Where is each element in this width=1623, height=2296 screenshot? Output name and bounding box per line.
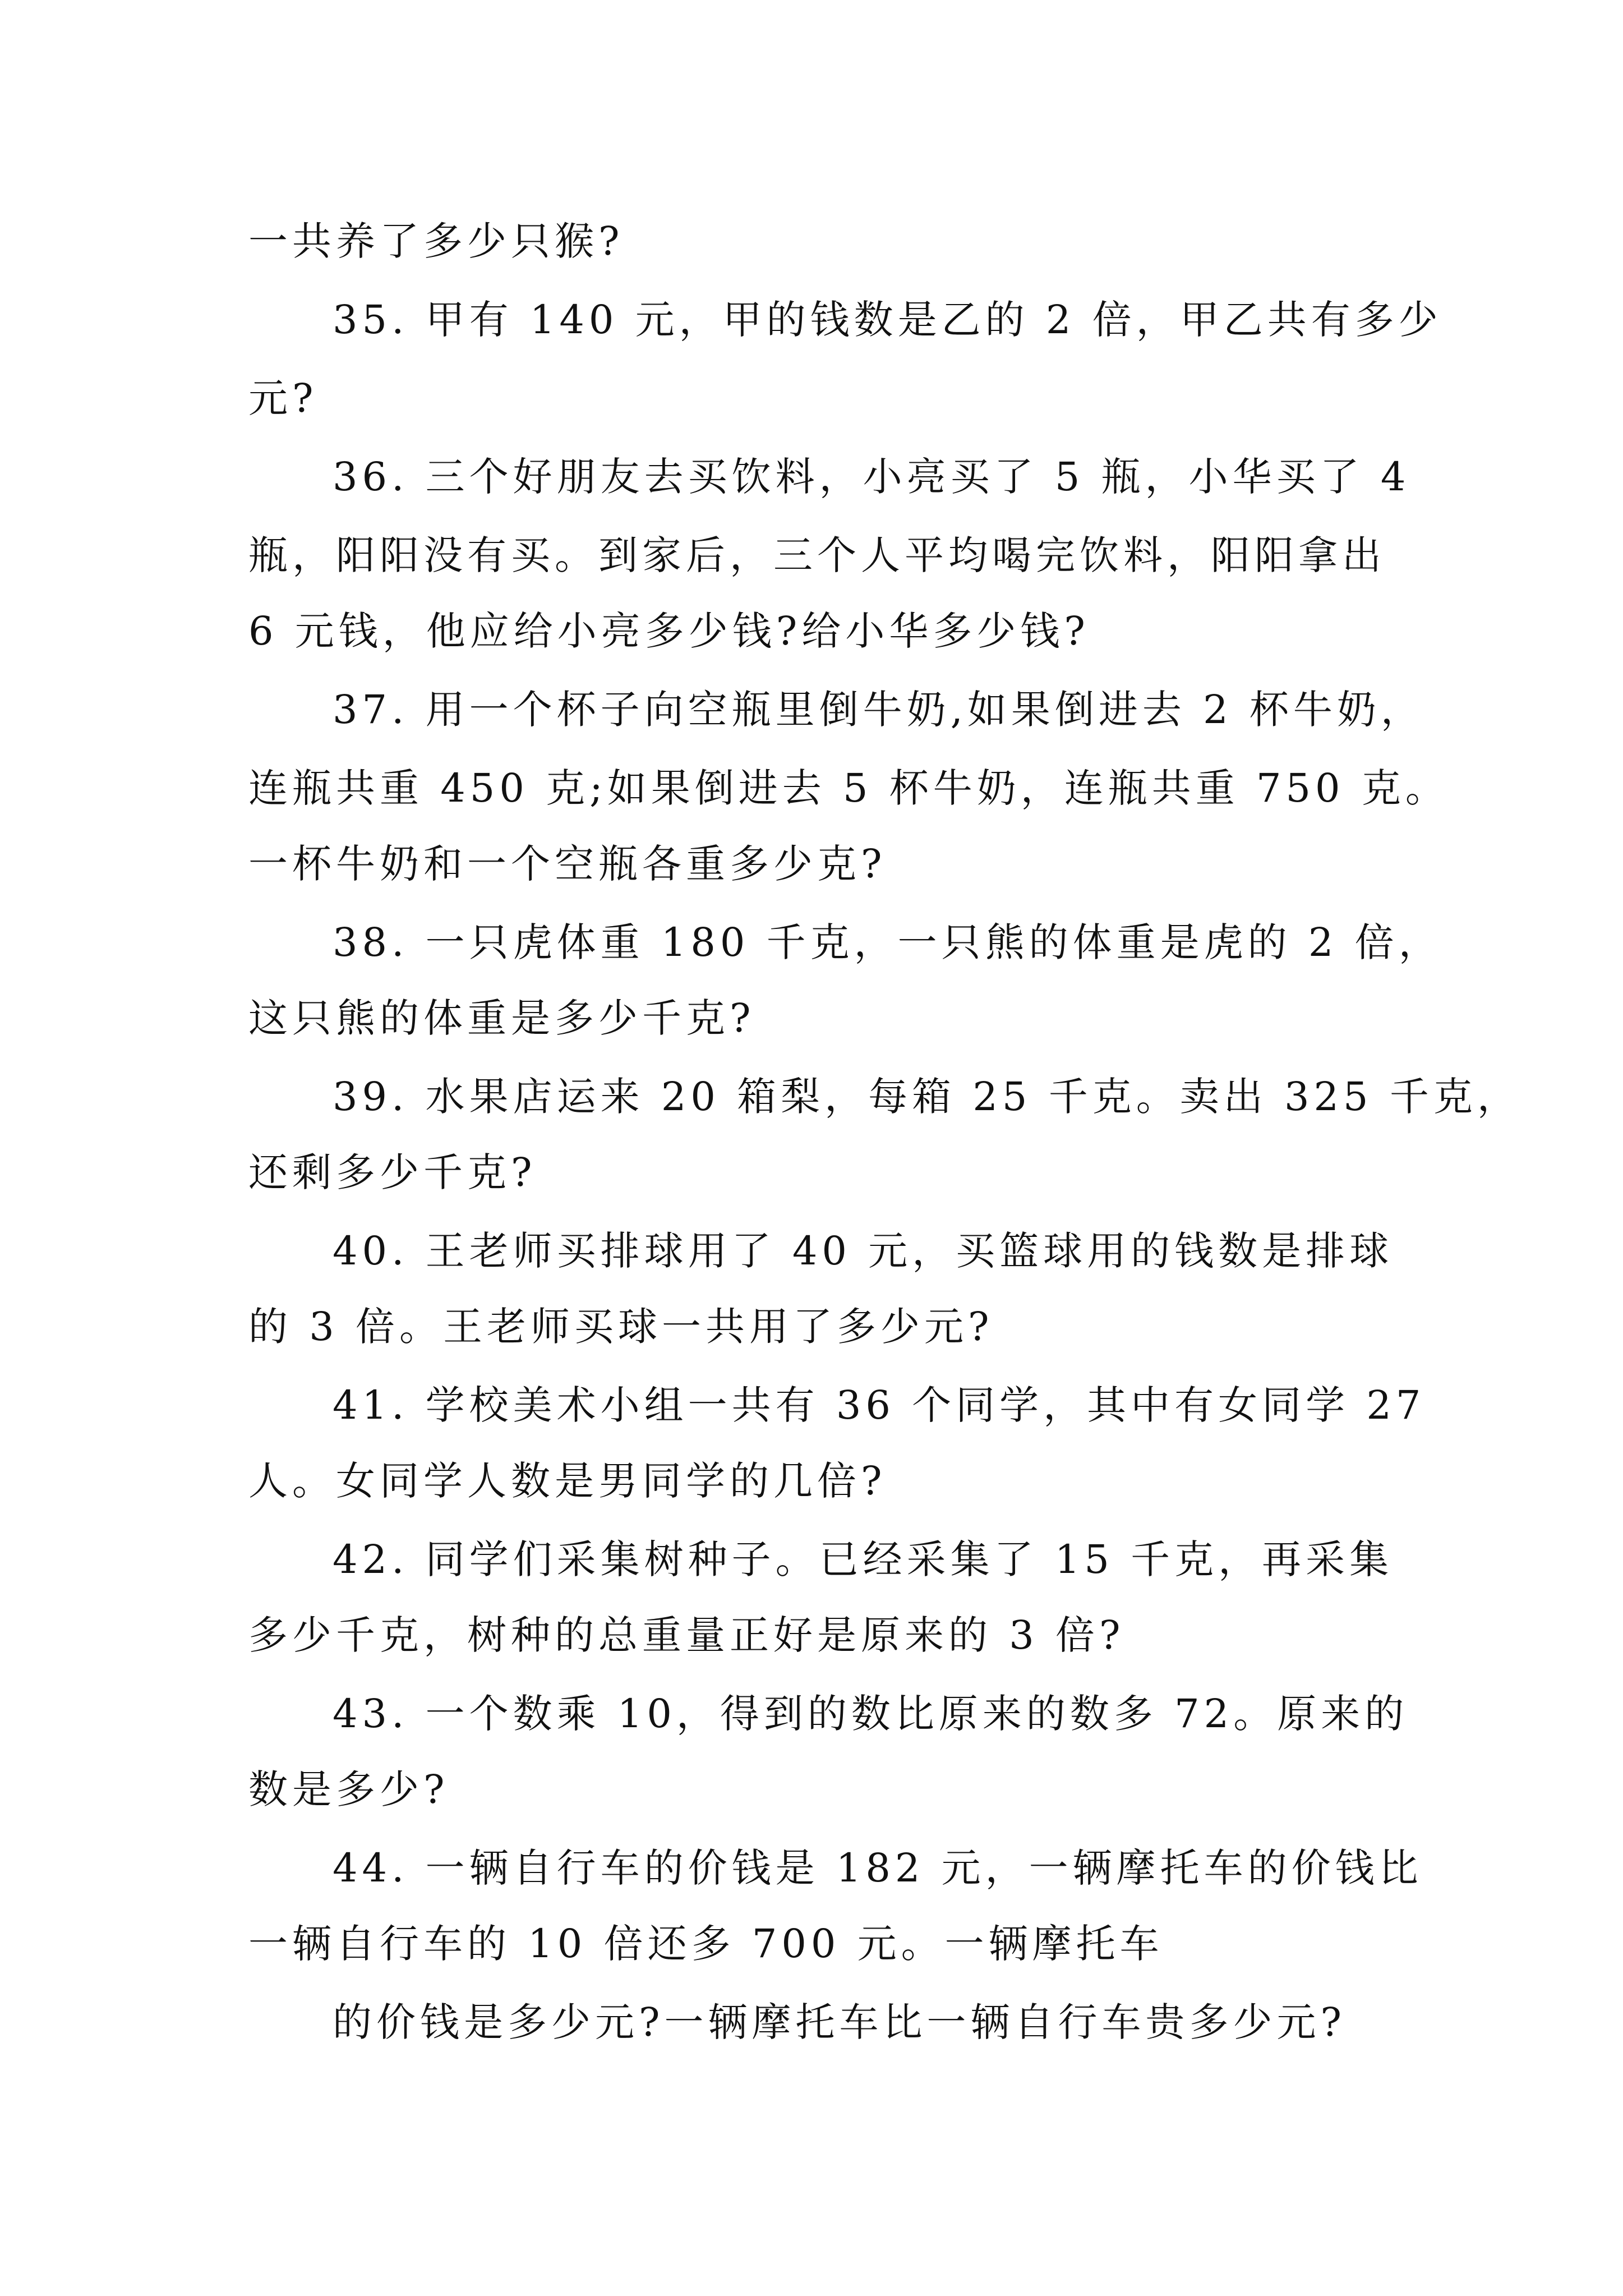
text-line: 瓶，阳阳没有买。到家后，三个人平均喝完饮料，阳阳拿出 [248,532,1386,578]
question-37: 37. 用一个杯子向空瓶里倒牛奶,如果倒进去 2 杯牛奶， [333,687,1424,733]
question-43: 43. 一个数乘 10，得到的数比原来的数多 72。原来的 [333,1691,1409,1737]
text-line: 6 元钱，他应给小亮多少钱?给小华多少钱? [248,608,1090,654]
question-36: 36. 三个好朋友去买饮料，小亮买了 5 瓶，小华买了 4 [333,454,1410,500]
text-line: 的 3 倍。王老师买球一共用了多少元? [248,1304,994,1350]
text-line: 人。女同学人数是男同学的几倍? [248,1458,887,1504]
text-line: 多少千克，树种的总重量正好是原来的 3 倍? [248,1612,1125,1658]
text-line: 一辆自行车的 10 倍还多 700 元。一辆摩托车 [248,1921,1164,1967]
text-line: 连瓶共重 450 克;如果倒进去 5 杯牛奶，连瓶共重 750 克。 [248,765,1449,811]
question-44: 44. 一辆自行车的价钱是 182 元，一辆摩托车的价钱比 [333,1845,1423,1891]
question-42: 42. 同学们采集树种子。已经采集了 15 千克，再采集 [333,1536,1394,1582]
question-39: 39. 水果店运来 20 箱梨，每箱 25 千克。卖出 325 千克， [333,1074,1521,1120]
question-40: 40. 王老师买排球用了 40 元，买篮球用的钱数是排球 [333,1228,1394,1274]
text-line: 一杯牛奶和一个空瓶各重多少克? [248,841,887,887]
text-line: 这只熊的体重是多少千克? [248,995,755,1041]
text-line: 一共养了多少只猴? [248,218,624,264]
text-line: 的价钱是多少元?一辆摩托车比一辆自行车贵多少元? [333,1999,1347,2045]
question-35: 35. 甲有 140 元，甲的钱数是乙的 2 倍，甲乙共有多少 [333,297,1442,343]
text-line: 数是多少? [248,1766,449,1812]
text-line: 还剩多少千克? [248,1149,537,1195]
question-38: 38. 一只虎体重 180 千克，一只熊的体重是虎的 2 倍， [333,919,1442,965]
text-line: 元? [248,375,318,421]
question-41: 41. 学校美术小组一共有 36 个同学，其中有女同学 27 [333,1382,1426,1428]
